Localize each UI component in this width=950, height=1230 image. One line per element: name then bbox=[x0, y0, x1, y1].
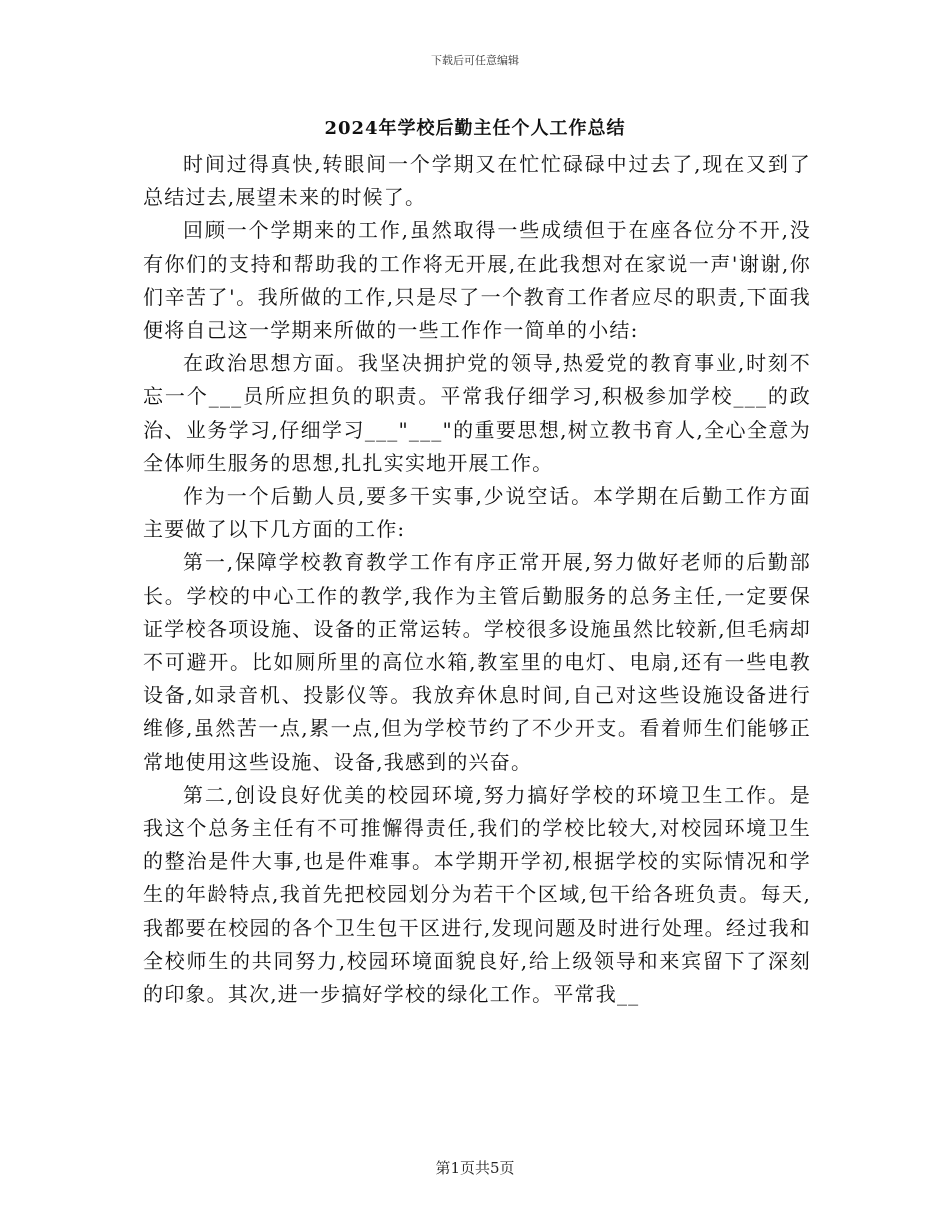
document-title: 2024年学校后勤主任个人工作总结 bbox=[324, 118, 626, 139]
paragraph: 第一,保障学校教育教学工作有序正常开展,努力做好老师的后勤部长。学校的中心工作的教学,我作为主管后勤服务的总务主任,一定要保证学校各项设施、设备的正常运转。学校很多设施虽然比较新,但毛病却不可避开。比如厕所里的高位水箱,教室里的电灯、电扇,还有一些电教设备,如录音机、投影仪等。我放弃休息时间,自己对这些设施设备进行维修,虽然苦一点,累一点,但为学校节约了不少开支。看着师生们能够正常地使用这些设施、设备,我感到的兴奋。 bbox=[143, 550, 811, 774]
header-note: 下载后可任意编辑 bbox=[431, 54, 519, 67]
paragraph: 时间过得真快,转眼间一个学期又在忙忙碌碌中过去了,现在又到了总结过去,展望未来的时候了。 bbox=[143, 152, 811, 210]
paragraph: 作为一个后勤人员,要多干实事,少说空话。本学期在后勤工作方面主要做了以下几方面的工作: bbox=[143, 484, 811, 542]
page-number: 第1页共5页 bbox=[435, 1159, 515, 1177]
paragraph: 第二,创设良好优美的校园环境,努力搞好学校的环境卫生工作。是我这个总务主任有不可推懈得责任,我们的学校比较大,对校园环境卫生的整治是件大事,也是件难事。本学期开学初,根据学校的实际情况和学生的年龄特点,我首先把校园划分为若干个区域,包干给各班负责。每天,我都要在校园的各个卫生包干区进行,发现问题及时进行处理。经过我和全校师生的共同努力,校园环境面貌良好,给上级领导和来宾留下了深刻的印象。其次,进一步搞好学校的绿化工作。平常我__ bbox=[143, 782, 811, 1007]
document-body bbox=[143, 148, 811, 1011]
paragraph: 在政治思想方面。我坚决拥护党的领导,热爱党的教育事业,时刻不忘一个___员所应担负的职责。平常我仔细学习,积极参加学校___的政治、业务学习,仔细学习___"___"的重要思想,树立教书育人,全心全意为全体师生服务的思想,扎扎实实地开展工作。 bbox=[143, 351, 811, 475]
paragraph: 回顾一个学期来的工作,虽然取得一些成绩但于在座各位分不开,没有你们的支持和帮助我的工作将无开展,在此我想对在家说一声'谢谢,你们辛苦了'。我所做的工作,只是尽了一个教育工作者应尽的职责,下面我便将自己这一学期来所做的一些工作作一简单的小结: bbox=[143, 218, 811, 343]
